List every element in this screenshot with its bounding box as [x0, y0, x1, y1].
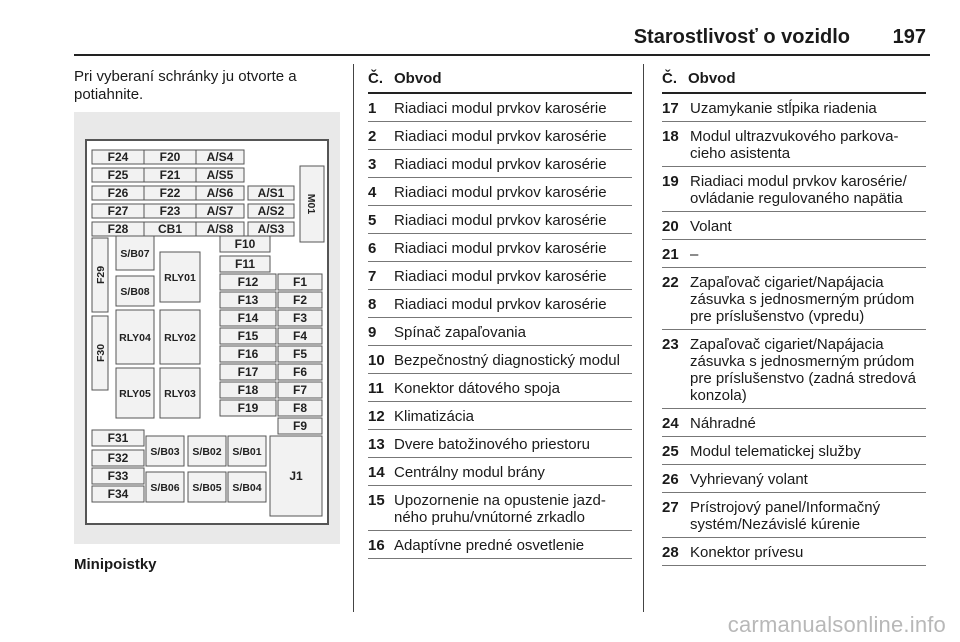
fuse-slot [92, 168, 144, 182]
row-number: 15 [368, 492, 385, 509]
row-number: 7 [368, 268, 377, 285]
row-circuit: – [690, 246, 699, 263]
row-number: 12 [368, 408, 385, 425]
row-number: 6 [368, 240, 377, 257]
table-row [662, 330, 926, 409]
table-row [368, 531, 632, 559]
fuse-slot [196, 204, 244, 218]
table-header [368, 66, 632, 94]
table-row [368, 94, 632, 122]
row-circuit: Riadiaci modul prvkov karosérie [394, 100, 607, 117]
fuse-slot [220, 364, 276, 380]
table-row [662, 94, 926, 122]
fuse-slot-label: F1 [292, 275, 308, 289]
table-row [368, 374, 632, 402]
fuse-slot [248, 204, 294, 218]
row-circuit: Riadiaci modul prvkov karosérie [394, 268, 607, 285]
table-row [662, 212, 926, 240]
fuse-slot [220, 236, 270, 252]
fuse-slot [220, 310, 276, 326]
fuse-box-diagram [74, 112, 340, 544]
table-row [662, 437, 926, 465]
table-row [368, 318, 632, 346]
row-circuit: Modul ultrazvukového parkovacieho asistenta [690, 128, 899, 162]
row-number: 11 [368, 380, 384, 397]
fuse-slot [92, 486, 144, 502]
fuse-slot [248, 186, 294, 200]
table-row [662, 268, 926, 330]
fuse-slot [300, 166, 324, 242]
fuse-slot [278, 310, 322, 326]
fuse-slot-label: F26 [107, 186, 129, 200]
fuse-slot [278, 364, 322, 380]
fuse-slot-label: S/B05 [192, 482, 222, 494]
fuse-slot [116, 276, 154, 306]
row-circuit: Modul telematickej služby [690, 443, 861, 460]
fuse-slot [196, 222, 244, 236]
fuse-slot [116, 236, 154, 270]
fuse-slot-label: S/B02 [192, 446, 222, 458]
fuse-slot [278, 382, 322, 398]
fuse-slot [220, 274, 276, 290]
fuse-slot [228, 436, 266, 466]
fuse-slot-label: F24 [107, 150, 129, 164]
fuse-slot [92, 186, 144, 200]
fuse-slot-label: F8 [292, 401, 308, 415]
fuse-slot [92, 238, 108, 312]
fuse-slot-label: A/S3 [257, 222, 285, 236]
fuse-slot-label: F17 [237, 365, 259, 379]
fuse-slot [278, 346, 322, 362]
fuse-slot [144, 204, 196, 218]
row-circuit: Konektor dátového spoja [394, 380, 560, 397]
row-circuit: Riadiaci modul prvkov karosérie [394, 212, 607, 229]
watermark: carmanualsonline.info [727, 612, 946, 637]
section-title: Starostlivosť o vozidlo [633, 26, 850, 48]
row-circuit: Centrálny modul brány [394, 464, 545, 481]
row-circuit: Zapaľovač cigariet/Napájacia zásuvka s jednosmerným prúdom pre príslušenstvo (vpredu) [690, 274, 915, 325]
fuse-slot [220, 346, 276, 362]
fuse-slot [146, 472, 184, 502]
fuse-slot [248, 222, 294, 236]
fuse-slot-label: F34 [107, 487, 129, 501]
fuse-slot [220, 400, 276, 416]
row-number: 8 [368, 296, 377, 313]
fuse-slot [144, 168, 196, 182]
fuse-slot-label: F31 [107, 431, 129, 445]
row-number: 3 [368, 156, 377, 173]
fuse-slot [278, 328, 322, 344]
fuse-slot-label: RLY02 [164, 332, 196, 344]
fuse-slot [188, 472, 226, 502]
row-circuit: Klimatizácia [394, 408, 475, 425]
fuse-slot [92, 450, 144, 466]
row-number: 18 [662, 128, 679, 145]
fuse-slot [196, 168, 244, 182]
fuse-slot-label: F18 [237, 383, 259, 397]
fuse-slot-label: F12 [237, 275, 259, 289]
fuse-slot-label: F29 [95, 265, 107, 285]
table-row [368, 178, 632, 206]
fuse-slot-label: F5 [292, 347, 308, 361]
fuse-slot-label: F11 [234, 257, 256, 271]
table-row [662, 167, 926, 212]
fuse-slot-label: S/B03 [150, 446, 180, 458]
row-number: 10 [368, 352, 385, 369]
row-number: 9 [368, 324, 377, 341]
page-number: 197 [892, 26, 926, 48]
fuse-slot-label: F3 [292, 311, 308, 325]
fuse-slot-label: RLY01 [164, 272, 196, 284]
table-row [368, 122, 632, 150]
fuse-slot [92, 150, 144, 164]
table-row [662, 493, 926, 538]
fuse-slot-label: F10 [234, 237, 256, 251]
row-number: 1 [368, 100, 377, 117]
fuse-slot [116, 368, 154, 418]
fuse-slot-label: A/S1 [257, 186, 285, 200]
row-number: 14 [368, 464, 385, 481]
fuse-slot [144, 150, 196, 164]
col-number-header: Č. [662, 70, 677, 87]
fuse-slot-label: F28 [107, 222, 129, 236]
fuse-slot [146, 436, 184, 466]
table-row [368, 206, 632, 234]
fuse-slot [278, 292, 322, 308]
fuse-slot-label: F14 [237, 311, 259, 325]
row-number: 24 [662, 415, 679, 432]
table-row [662, 538, 926, 566]
fuse-slot-label: F25 [107, 168, 129, 182]
fuse-slot-label: J1 [289, 469, 303, 483]
fuse-slot [228, 472, 266, 502]
table-row [662, 122, 926, 167]
row-number: 19 [662, 173, 679, 190]
fuse-slot-label: A/S7 [206, 204, 234, 218]
fuse-slot [196, 186, 244, 200]
fuse-slot-label: F13 [237, 293, 259, 307]
table-row [662, 240, 926, 268]
row-number: 26 [662, 471, 679, 488]
row-number: 2 [368, 128, 377, 145]
row-circuit: Riadiaci modul prvkov karosérie [394, 156, 607, 173]
table-row [368, 346, 632, 374]
fuse-slot [220, 256, 270, 272]
table-row [662, 409, 926, 437]
row-number: 20 [662, 218, 679, 235]
col-number-header: Č. [368, 70, 383, 87]
table-header [662, 66, 926, 94]
row-circuit: Riadiaci modul prvkov karosérie/ ovládanie regulovaného napätia [690, 173, 907, 207]
row-circuit: Riadiaci modul prvkov karosérie [394, 184, 607, 201]
fuse-slot [92, 204, 144, 218]
row-circuit: Riadiaci modul prvkov karosérie [394, 128, 607, 145]
fuse-slot-label: F7 [292, 383, 308, 397]
fuse-slot-label: F33 [107, 469, 129, 483]
row-circuit: Uzamykanie stĺpika riadenia [690, 100, 877, 117]
fuse-slot-label: A/S5 [206, 168, 234, 182]
row-circuit: Volant [690, 218, 732, 235]
fuse-slot-label: A/S8 [206, 222, 234, 236]
column-divider [353, 64, 354, 612]
fuse-slot-label: F9 [292, 419, 308, 433]
row-circuit: Bezpečnostný diagnostický modul [394, 352, 620, 369]
diagram-caption: Minipoistky [74, 556, 157, 573]
fuse-slot [144, 186, 196, 200]
column-divider [643, 64, 644, 612]
row-number: 13 [368, 436, 385, 453]
fuse-slot-label: F4 [292, 329, 308, 343]
fuse-slot-label: A/S4 [206, 150, 234, 164]
fuse-slot-label: RLY04 [119, 332, 151, 344]
page-header [74, 20, 930, 56]
fuse-slot [220, 328, 276, 344]
fuse-slot-label: F15 [237, 329, 259, 343]
row-number: 16 [368, 537, 385, 554]
table-row [368, 458, 632, 486]
fuse-slot [278, 274, 322, 290]
fuse-slot-label: S/B04 [232, 482, 262, 494]
fuse-slot [116, 310, 154, 364]
table-row [368, 234, 632, 262]
table-row [368, 290, 632, 318]
intro-text: Pri vyberaní schránky ju otvorte a potiahnite. [74, 68, 297, 103]
fuse-slot [92, 430, 144, 446]
fuse-slot [270, 436, 322, 516]
row-circuit: Vyhrievaný volant [690, 471, 808, 488]
fuse-slot-label: S/B01 [232, 446, 262, 458]
fuse-slot [92, 468, 144, 484]
fuse-slot-label: CB1 [157, 222, 183, 236]
fuse-slot [160, 310, 200, 364]
row-circuit: Adaptívne predné osvetlenie [394, 537, 585, 554]
table-row [368, 402, 632, 430]
fuse-slot-label: M01 [305, 193, 317, 215]
row-circuit: Riadiaci modul prvkov karosérie [394, 296, 607, 313]
table-row [368, 486, 632, 531]
fuse-slot-label: F2 [292, 293, 308, 307]
table-row [368, 150, 632, 178]
fuse-slot-label: F32 [107, 451, 129, 465]
table-row [368, 430, 632, 458]
row-number: 4 [368, 184, 377, 201]
fuse-slot-label: RLY03 [164, 388, 196, 400]
fuse-slot [196, 150, 244, 164]
row-circuit: Konektor prívesu [690, 544, 804, 561]
fuse-slot-label: RLY05 [119, 388, 151, 400]
row-number: 21 [662, 246, 679, 263]
row-circuit: Upozornenie na opustenie jazdného pruhu/vnútorné zrkadlo [394, 492, 606, 526]
fuse-slot [160, 252, 200, 302]
fuse-slot [92, 222, 144, 236]
fuse-slot [92, 316, 108, 390]
table-row [662, 465, 926, 493]
fuse-slot-label: F22 [159, 186, 181, 200]
fuse-slot [188, 436, 226, 466]
fuse-slot-label: F27 [107, 204, 129, 218]
fuse-slot [278, 418, 322, 434]
table-row [368, 262, 632, 290]
circuit-table-right [662, 66, 926, 566]
row-number: 27 [662, 499, 679, 516]
fuse-slot-label: F23 [159, 204, 181, 218]
col-circuit-header: Obvod [394, 70, 442, 87]
fuse-slot-label: F19 [237, 401, 259, 415]
col-circuit-header: Obvod [688, 70, 736, 87]
row-number: 17 [662, 100, 679, 117]
left-column [74, 68, 342, 104]
fuse-slot-label: F16 [237, 347, 259, 361]
row-number: 28 [662, 544, 679, 561]
fuse-slot [160, 368, 200, 418]
fuse-slot-label: F20 [159, 150, 181, 164]
row-circuit: Prístrojový panel/Informačný systém/Nezávislé kúrenie [690, 499, 881, 533]
fuse-slot-label: F30 [95, 343, 107, 363]
row-circuit: Riadiaci modul prvkov karosérie [394, 240, 607, 257]
fuse-slot [144, 222, 196, 236]
fuse-slot-label: S/B08 [120, 286, 150, 298]
fuse-slot-label: F21 [159, 168, 181, 182]
row-circuit: Spínač zapaľovania [394, 324, 526, 341]
fuse-slot-label: A/S6 [206, 186, 234, 200]
row-number: 23 [662, 336, 679, 353]
fuse-slot-label: S/B07 [120, 248, 150, 260]
fuse-slot [220, 382, 276, 398]
row-circuit: Dvere batožinového priestoru [394, 436, 590, 453]
fuse-slot-label: S/B06 [150, 482, 180, 494]
row-number: 22 [662, 274, 679, 291]
circuit-table-middle [368, 66, 632, 559]
row-circuit: Zapaľovač cigariet/Napájacia zásuvka s jednosmerným prúdom pre príslušenstvo (zadná stredová konzola) [690, 336, 916, 404]
fuse-slot-label: F6 [292, 365, 308, 379]
row-number: 25 [662, 443, 679, 460]
fuse-slot [278, 400, 322, 416]
fuse-box-svg [74, 112, 340, 544]
fuse-slot-label: A/S2 [257, 204, 285, 218]
row-number: 5 [368, 212, 377, 229]
fuse-slot [220, 292, 276, 308]
row-circuit: Náhradné [690, 415, 756, 432]
